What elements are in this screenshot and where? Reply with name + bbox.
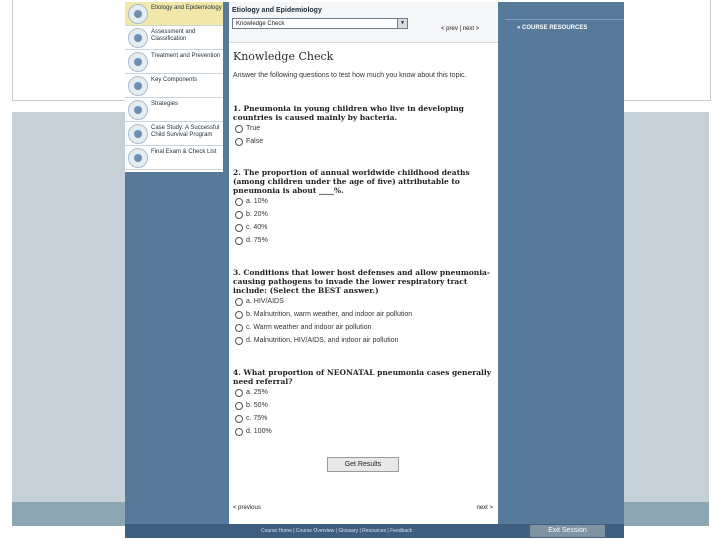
option-label: False bbox=[246, 138, 264, 145]
question-text: 3. Conditions that lower host defenses and allow pneumonia-causing pathogens to invade the lower respiratory tract include: (Select the BEST answer.) bbox=[233, 268, 491, 295]
radio-button[interactable] bbox=[235, 237, 243, 245]
module-nav bbox=[125, 2, 223, 172]
radio-button[interactable] bbox=[235, 224, 243, 232]
answer-option[interactable] bbox=[235, 122, 495, 135]
nav-item-etiology[interactable] bbox=[125, 2, 223, 26]
answer-option[interactable] bbox=[235, 234, 495, 247]
answer-option[interactable] bbox=[235, 386, 495, 399]
option-label: d. 75% bbox=[246, 237, 268, 244]
get-results-button[interactable]: Get Results bbox=[327, 457, 399, 472]
module-icon bbox=[128, 148, 148, 168]
option-label: a. HIV/AIDS bbox=[246, 298, 284, 305]
nav-item-key-components[interactable] bbox=[125, 74, 223, 98]
question-1 bbox=[233, 104, 495, 148]
divider bbox=[505, 19, 624, 20]
option-label: c. 75% bbox=[246, 415, 268, 422]
option-label: d. Malnutrition, HIV/AIDS, and indoor air pollution bbox=[246, 337, 399, 344]
content-panel bbox=[229, 2, 498, 529]
answer-option[interactable] bbox=[235, 425, 495, 438]
option-label: True bbox=[246, 125, 261, 132]
chevron-down-icon[interactable]: ▼ bbox=[397, 19, 407, 28]
nav-item-assessment[interactable] bbox=[125, 26, 223, 50]
option-label: a. 10% bbox=[246, 198, 268, 205]
nav-item-treatment[interactable] bbox=[125, 50, 223, 74]
module-icon bbox=[128, 52, 148, 72]
question-text: 4. What proportion of NEONATAL pneumonia cases generally need referral? bbox=[233, 368, 492, 386]
option-label: c. Warm weather and indoor air pollution bbox=[246, 324, 372, 331]
page-pager[interactable]: < prev | next > bbox=[441, 26, 480, 32]
radio-button[interactable] bbox=[235, 415, 243, 423]
answer-option[interactable] bbox=[235, 412, 495, 425]
previous-link[interactable]: < previous bbox=[233, 505, 261, 511]
answer-option[interactable] bbox=[235, 135, 495, 148]
footer-bar bbox=[125, 524, 624, 538]
answer-option[interactable] bbox=[235, 208, 495, 221]
module-icon bbox=[128, 124, 148, 144]
topic-select[interactable] bbox=[232, 18, 408, 29]
option-label: b. Malnutrition, warm weather, and indoor air pollution bbox=[246, 311, 413, 318]
course-window bbox=[125, 2, 624, 538]
footer-links[interactable]: Course Home | Course Overview | Glossary | Resources | Feedback bbox=[261, 528, 413, 534]
question-text: 2. The proportion of annual worldwide childhood deaths (among children under the age of five) attributable to pneumonia is about ____%. bbox=[233, 168, 470, 195]
next-link[interactable]: next > bbox=[476, 505, 493, 511]
radio-button[interactable] bbox=[235, 125, 243, 133]
topic-select-value: Knowledge Check bbox=[236, 21, 285, 27]
nav-item-final-exam[interactable] bbox=[125, 146, 223, 170]
option-label: b. 20% bbox=[246, 211, 268, 218]
answer-option[interactable] bbox=[235, 321, 495, 334]
radio-button[interactable] bbox=[235, 402, 243, 410]
course-resources-link[interactable]: » COURSE RESOURCES bbox=[517, 25, 588, 31]
nav-item-label: Key Components bbox=[151, 77, 198, 83]
nav-item-label: Strategies bbox=[151, 101, 179, 107]
answer-option[interactable] bbox=[235, 308, 495, 321]
module-icon bbox=[128, 76, 148, 96]
module-title: Etiology and Epidemiology bbox=[232, 7, 322, 14]
question-text: 1. Pneumonia in young children who live in developing countries is caused mainly by bacteria. bbox=[233, 104, 464, 122]
option-label: a. 25% bbox=[246, 389, 268, 396]
radio-button[interactable] bbox=[235, 324, 243, 332]
answer-option[interactable] bbox=[235, 195, 495, 208]
radio-button[interactable] bbox=[235, 337, 243, 345]
nav-item-label: Etiology and Epidemiology bbox=[151, 5, 222, 11]
answer-option[interactable] bbox=[235, 295, 495, 308]
nav-item-label: Final Exam & Check List bbox=[151, 149, 217, 155]
radio-button[interactable] bbox=[235, 211, 243, 219]
option-label: c. 40% bbox=[246, 224, 268, 231]
radio-button[interactable] bbox=[235, 198, 243, 206]
nav-item-case-study[interactable] bbox=[125, 122, 223, 146]
module-icon bbox=[128, 4, 148, 24]
page-title: Knowledge Check bbox=[233, 50, 334, 63]
nav-item-label: Treatment and Prevention bbox=[151, 53, 221, 59]
option-label: d. 100% bbox=[246, 428, 272, 435]
question-3 bbox=[233, 268, 495, 347]
answer-option[interactable] bbox=[235, 399, 495, 412]
nav-item-label: Case Study: A Successful Child Survival Program bbox=[151, 125, 220, 138]
question-2 bbox=[233, 168, 495, 247]
radio-button[interactable] bbox=[235, 311, 243, 319]
module-icon bbox=[128, 100, 148, 120]
content-header bbox=[229, 2, 498, 43]
radio-button[interactable] bbox=[235, 428, 243, 436]
intro-text: Answer the following questions to test how much you know about this topic. bbox=[233, 72, 467, 79]
radio-button[interactable] bbox=[235, 298, 243, 306]
answer-option[interactable] bbox=[235, 334, 495, 347]
question-4 bbox=[233, 368, 495, 438]
answer-option[interactable] bbox=[235, 221, 495, 234]
module-icon bbox=[128, 28, 148, 48]
radio-button[interactable] bbox=[235, 138, 243, 146]
radio-button[interactable] bbox=[235, 389, 243, 397]
exit-session-button[interactable]: Exit Session bbox=[530, 525, 605, 537]
option-label: b. 50% bbox=[246, 402, 268, 409]
nav-item-label: Assessment and Classification bbox=[151, 29, 196, 42]
nav-item-strategies[interactable] bbox=[125, 98, 223, 122]
